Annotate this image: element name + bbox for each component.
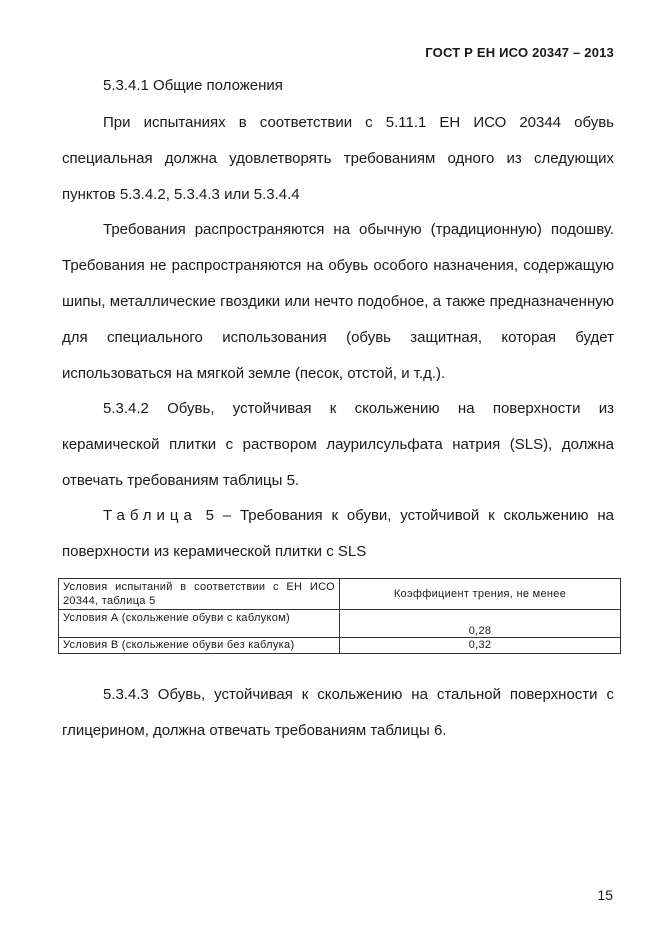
table-5-slip-resistance <box>58 578 621 654</box>
table-header-conditions: Условия испытаний в соответствии с ЕН ИСО 20344, таблица 5 <box>59 579 340 610</box>
table-cell-value-b: 0,32 <box>340 638 621 654</box>
document-id-header: ГОСТ Р ЕН ИСО 20347 – 2013 <box>425 45 614 60</box>
table-header-coefficient: Коэффициент трения, не менее <box>340 579 621 610</box>
table-row <box>59 610 621 638</box>
table-header-row <box>59 579 621 610</box>
paragraph-5-3-4-3: 5.3.4.3 Обувь, устойчивая к скольжению на стальной поверхности с глицерином, должна отвечать требованиям таблицы 6. <box>62 686 614 739</box>
paragraph-general-requirements: При испытаниях в соответствии с 5.11.1 ЕН ИСО 20344 обувь специальная должна удовлетворять требованиям одного из следующих пунктов 5.3.4.2, 5.3.4.3 или 5.3.4.4 <box>62 114 614 203</box>
table-row <box>59 638 621 654</box>
table-5-caption <box>62 498 614 570</box>
table-cell-condition-b: Условия В (скольжение обуви без каблука) <box>59 638 340 654</box>
table-caption-text: 5 – Требования к обуви, устойчивой к скольжению на поверхности из керамической плитки с SLS <box>62 507 614 560</box>
paragraph-5-3-4-2: 5.3.4.2 Обувь, устойчивая к скольжению на поверхности из керамической плитки с раствором лаурилсульфата натрия (SLS), должна отвечать требованиям таблицы 5. <box>62 400 614 489</box>
table-caption-word: Таблица <box>103 507 197 524</box>
page-number: 15 <box>597 887 613 903</box>
table-cell-value-a: 0,28 <box>340 610 621 638</box>
table-cell-condition-a: Условия А (скольжение обуви с каблуком) <box>59 610 340 638</box>
paragraph-scope-of-requirements: Требования распространяются на обычную (традиционную) подошву. Требования не распространяются на обувь особого назначения, содержащую шипы, металлические гвоздики или нечто подобное, а также предназначенную для специального использования (обувь защитная, которая будет использоваться на мягкой земле (песок, отстой, и т.д.). <box>62 221 614 382</box>
section-heading-5-3-4-1: 5.3.4.1 Общие положения <box>103 77 283 94</box>
